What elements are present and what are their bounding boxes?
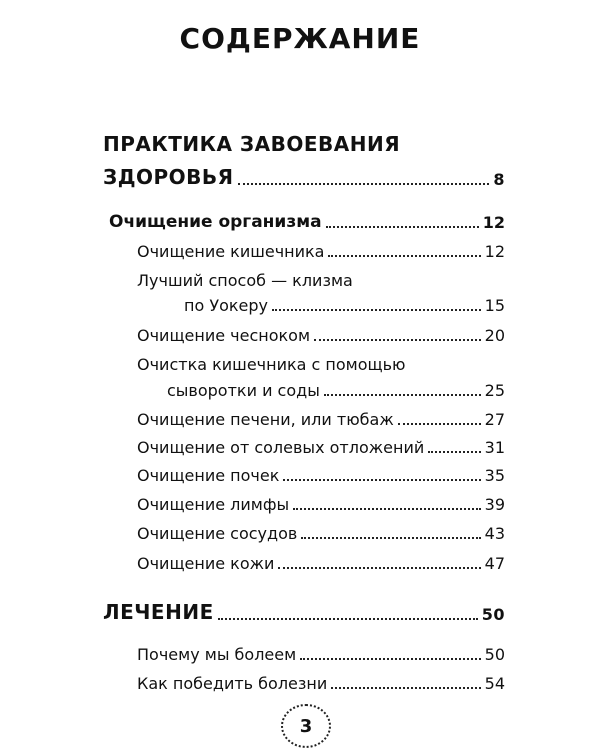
- toc-entry-label: Очищение сосудов: [137, 524, 298, 543]
- toc-entry-label: Очищение чесноком: [137, 326, 311, 345]
- dot-leader: [272, 309, 481, 311]
- page-title: СОДЕРЖАНИЕ: [179, 22, 421, 55]
- page-ref: 39: [484, 495, 505, 514]
- dot-leader: [293, 508, 480, 510]
- page-ref: 31: [484, 438, 505, 457]
- toc-entry[interactable]: [137, 242, 505, 261]
- dot-leader: [428, 451, 480, 453]
- dot-leader: [218, 618, 478, 620]
- toc-entry-label: Очищение от солевых отложений: [137, 438, 425, 457]
- toc-entry[interactable]: [137, 466, 505, 485]
- toc-entry-section-1[interactable]: [103, 165, 505, 189]
- toc-entry-label: Почему мы болеем: [137, 645, 297, 664]
- toc-entry[interactable]: [137, 438, 505, 457]
- dot-leader: [238, 183, 490, 185]
- page-ref: 8: [493, 170, 505, 189]
- toc-entry[interactable]: [184, 296, 505, 315]
- dot-leader: [283, 479, 480, 481]
- toc-entry[interactable]: [167, 381, 505, 400]
- toc-entry[interactable]: [137, 524, 505, 543]
- page-ref: 50: [484, 645, 505, 664]
- page-ref: 43: [484, 524, 505, 543]
- page-ref: 27: [484, 410, 505, 429]
- toc-entry-label: Как победить болезни: [137, 674, 328, 693]
- dot-leader: [324, 394, 481, 396]
- toc-entry[interactable]: [137, 410, 505, 429]
- page-ref: 50: [481, 605, 505, 624]
- page-ref: 15: [484, 296, 505, 315]
- page-ref: 54: [484, 674, 505, 693]
- page-ref: 12: [484, 242, 505, 261]
- toc-entry-label-line1: Очистка кишечника с помощью: [137, 355, 406, 374]
- toc-entry[interactable]: [137, 674, 505, 693]
- page-ref: 35: [484, 466, 505, 485]
- toc-entry-label: Очищение кишечника: [137, 242, 325, 261]
- section-title-line2: ЗДОРОВЬЯ: [103, 165, 234, 189]
- dot-leader: [278, 567, 480, 569]
- section-title-line1: ПРАКТИКА ЗАВОЕВАНИЯ: [103, 132, 401, 156]
- toc-entry-label: Очищение кожи: [137, 554, 275, 573]
- toc-entry-label: Очищение лимфы: [137, 495, 290, 514]
- dot-leader: [326, 226, 479, 228]
- page-ref: 12: [482, 213, 505, 232]
- toc-entry-subsection[interactable]: [109, 212, 505, 232]
- dot-leader: [328, 255, 480, 257]
- dot-leader: [314, 339, 481, 341]
- toc-entry[interactable]: [137, 645, 505, 664]
- subsection-title: Очищение организма: [109, 212, 322, 232]
- toc-entry-section-2[interactable]: [103, 600, 505, 624]
- page-ref: 47: [484, 554, 505, 573]
- toc-entry-label: по Уокеру: [184, 296, 269, 315]
- section-title: ЛЕЧЕНИЕ: [103, 600, 214, 624]
- dot-leader: [398, 423, 481, 425]
- dot-leader: [300, 658, 480, 660]
- page-ref: 20: [484, 326, 505, 345]
- page-number: 3: [281, 704, 331, 748]
- toc-entry[interactable]: [137, 326, 505, 345]
- toc-entry-label: Очищение печени, или тюбаж: [137, 410, 394, 429]
- toc-entry-label-line1: Лучший способ — клизма: [137, 271, 353, 290]
- toc-entry[interactable]: [137, 554, 505, 573]
- toc-entry-label: сыворотки и соды: [167, 381, 320, 400]
- dot-leader: [331, 687, 480, 689]
- dot-leader: [301, 537, 480, 539]
- toc-entry[interactable]: [137, 495, 505, 514]
- toc-entry-label: Очищение почек: [137, 466, 280, 485]
- page-ref: 25: [484, 381, 505, 400]
